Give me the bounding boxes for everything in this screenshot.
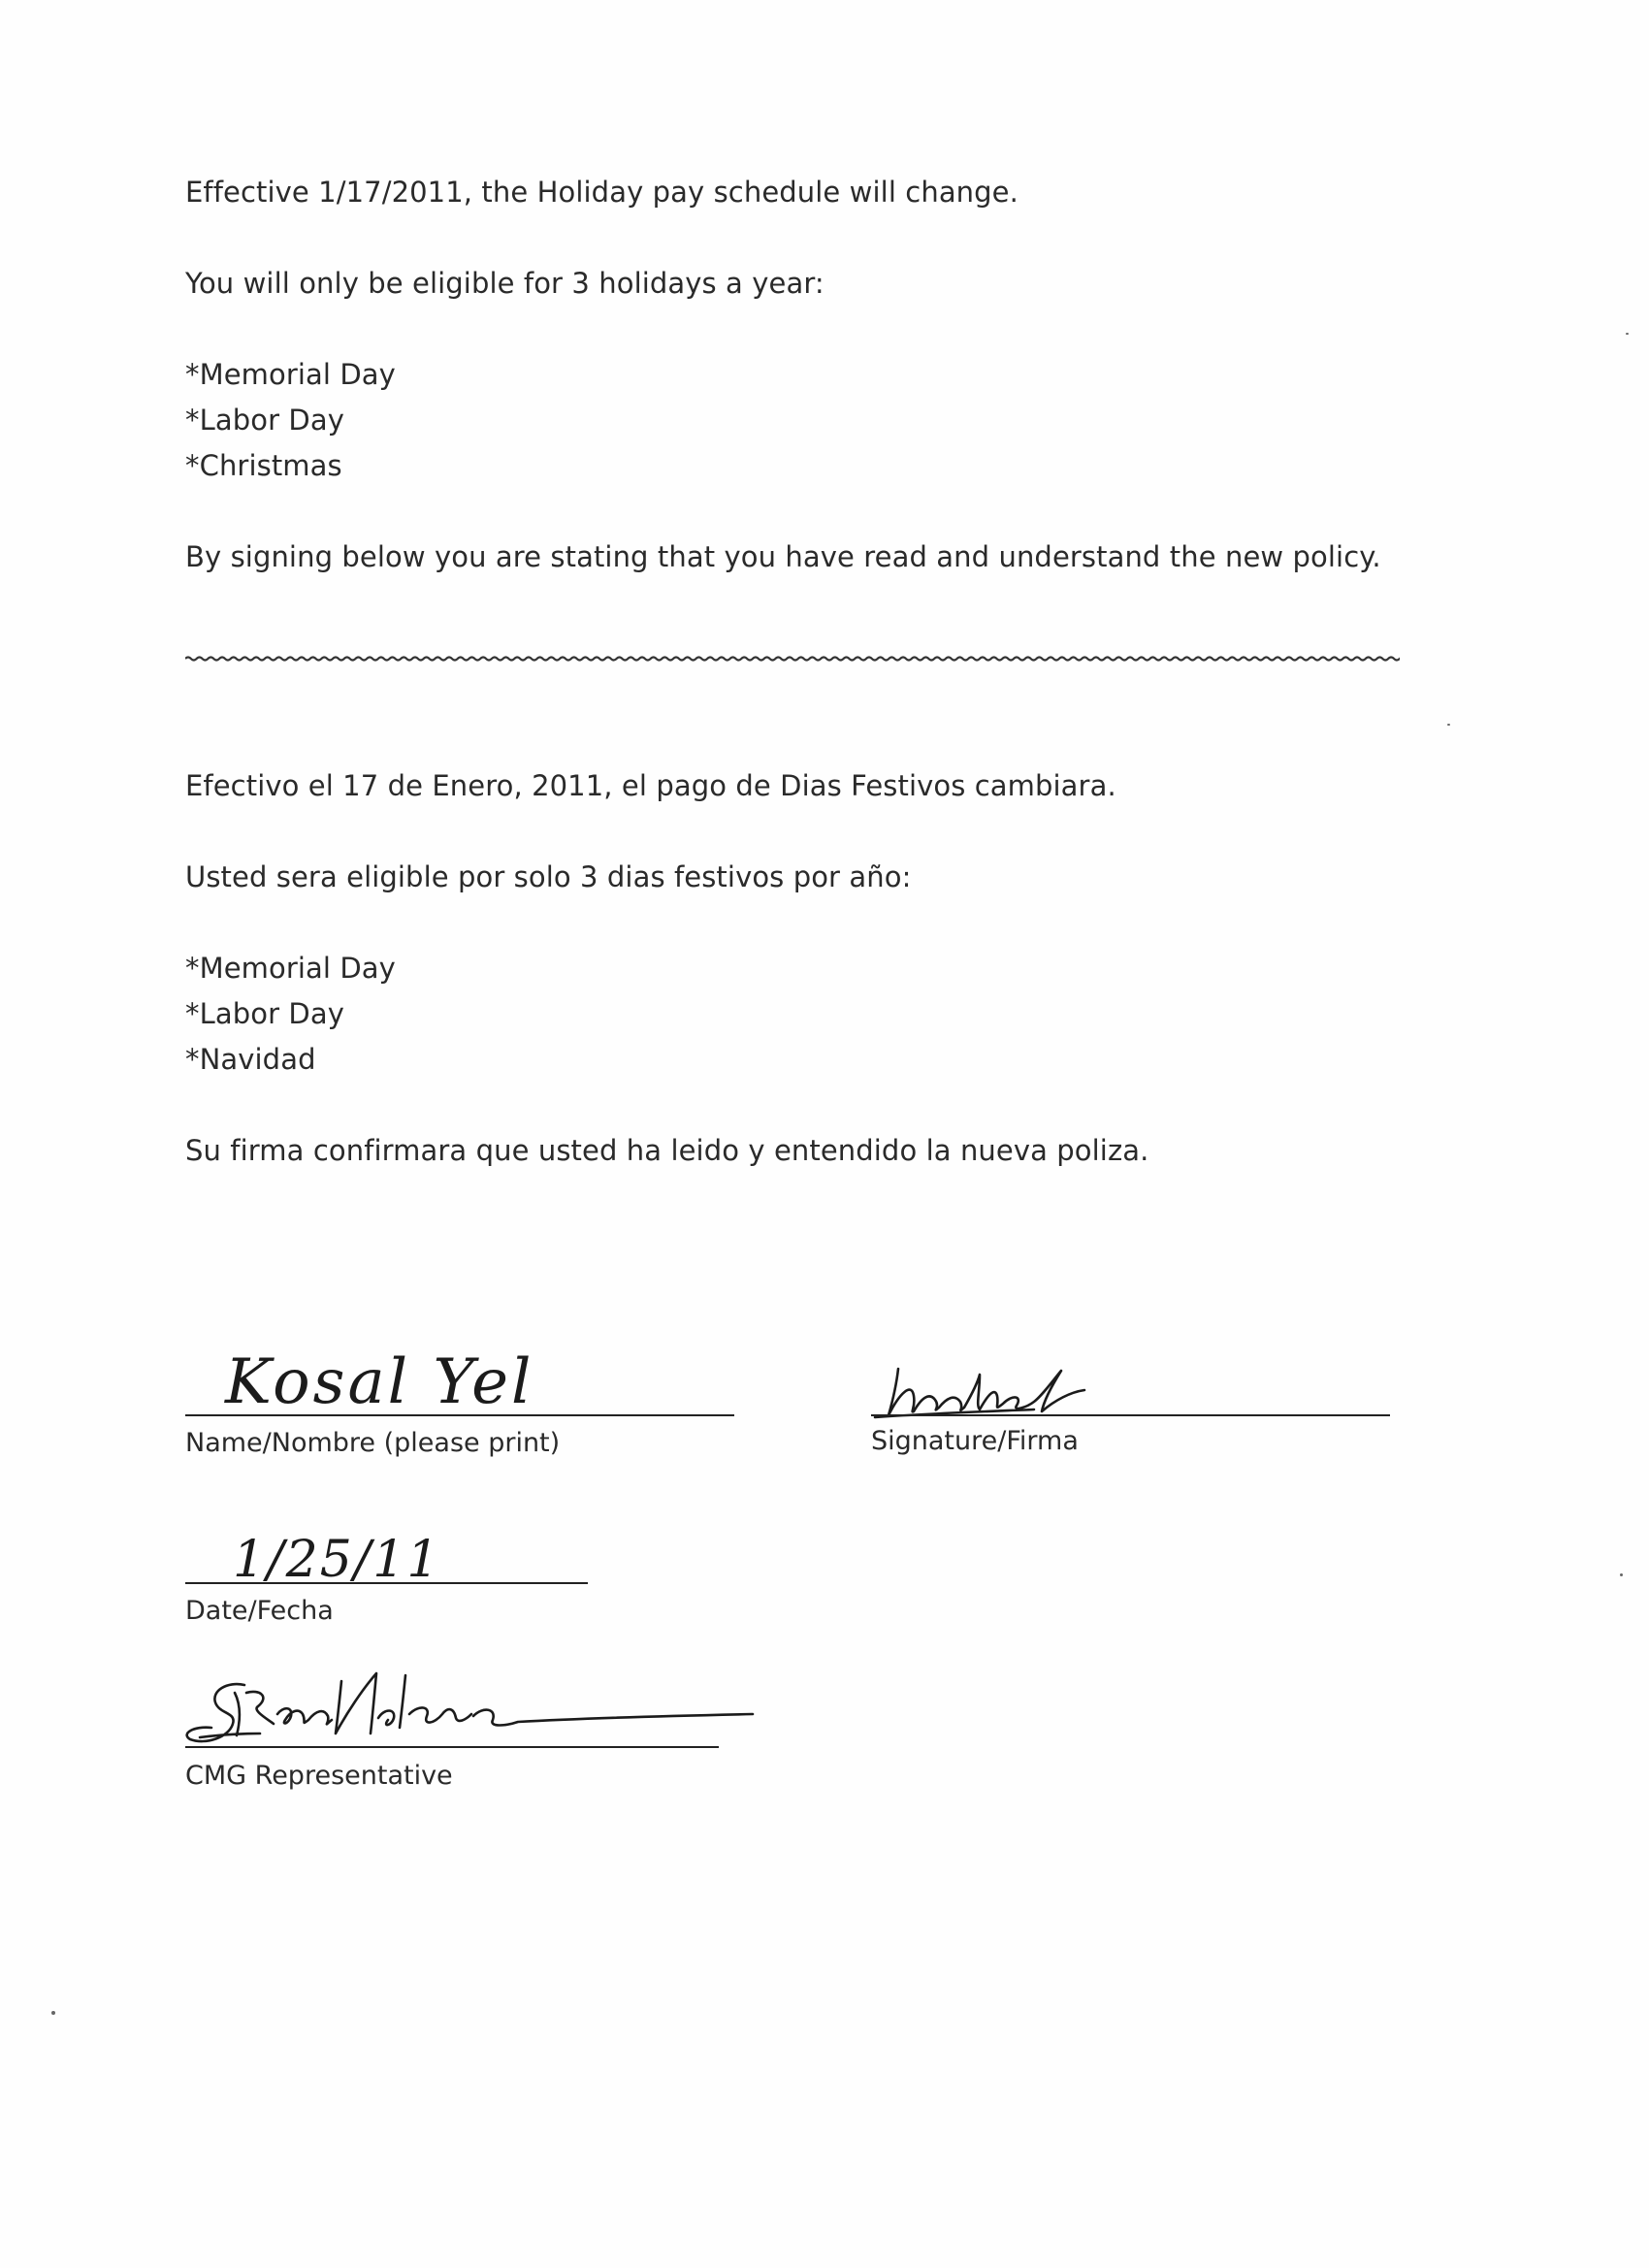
representative-label: CMG Representative xyxy=(185,1761,453,1791)
english-effective-text: Effective 1/17/2011, the Holiday pay schedule will change. xyxy=(185,176,1018,209)
scan-speck xyxy=(1620,1573,1623,1576)
date-handwriting: 1/25/11 xyxy=(233,1531,441,1589)
english-holiday-item: *Christmas xyxy=(185,449,342,482)
printed-name-handwriting: Kosal Yel xyxy=(225,1346,534,1418)
scan-speck xyxy=(1626,333,1629,335)
signature-line xyxy=(871,1414,1390,1416)
spanish-eligibility-text: Usted sera eligible por solo 3 dias festivos por año: xyxy=(185,860,912,893)
employee-signature xyxy=(871,1353,1143,1431)
english-holiday-item: *Labor Day xyxy=(185,404,344,437)
signature-label: Signature/Firma xyxy=(871,1426,1079,1456)
representative-line xyxy=(185,1746,719,1748)
spanish-holiday-item: *Navidad xyxy=(185,1043,316,1076)
scan-speck xyxy=(51,2011,55,2015)
date-label: Date/Fecha xyxy=(185,1596,334,1626)
english-acknowledgement-text: By signing below you are stating that you have read and understand the new policy. xyxy=(185,540,1381,573)
english-holiday-item: *Memorial Day xyxy=(185,358,396,391)
name-label: Name/Nombre (please print) xyxy=(185,1428,561,1458)
spanish-effective-text: Efectivo el 17 de Enero, 2011, el pago de Dias Festivos cambiara. xyxy=(185,769,1116,802)
name-line xyxy=(185,1414,734,1416)
date-line xyxy=(185,1582,588,1584)
spanish-holiday-item: *Labor Day xyxy=(185,997,344,1030)
spanish-holiday-item: *Memorial Day xyxy=(185,952,396,985)
spanish-acknowledgement-text: Su firma confirmara que usted ha leido y entendido la nueva poliza. xyxy=(185,1134,1149,1167)
english-eligibility-text: You will only be eligible for 3 holidays a year: xyxy=(185,267,824,300)
section-divider xyxy=(185,652,1400,665)
scan-speck xyxy=(1447,724,1450,726)
